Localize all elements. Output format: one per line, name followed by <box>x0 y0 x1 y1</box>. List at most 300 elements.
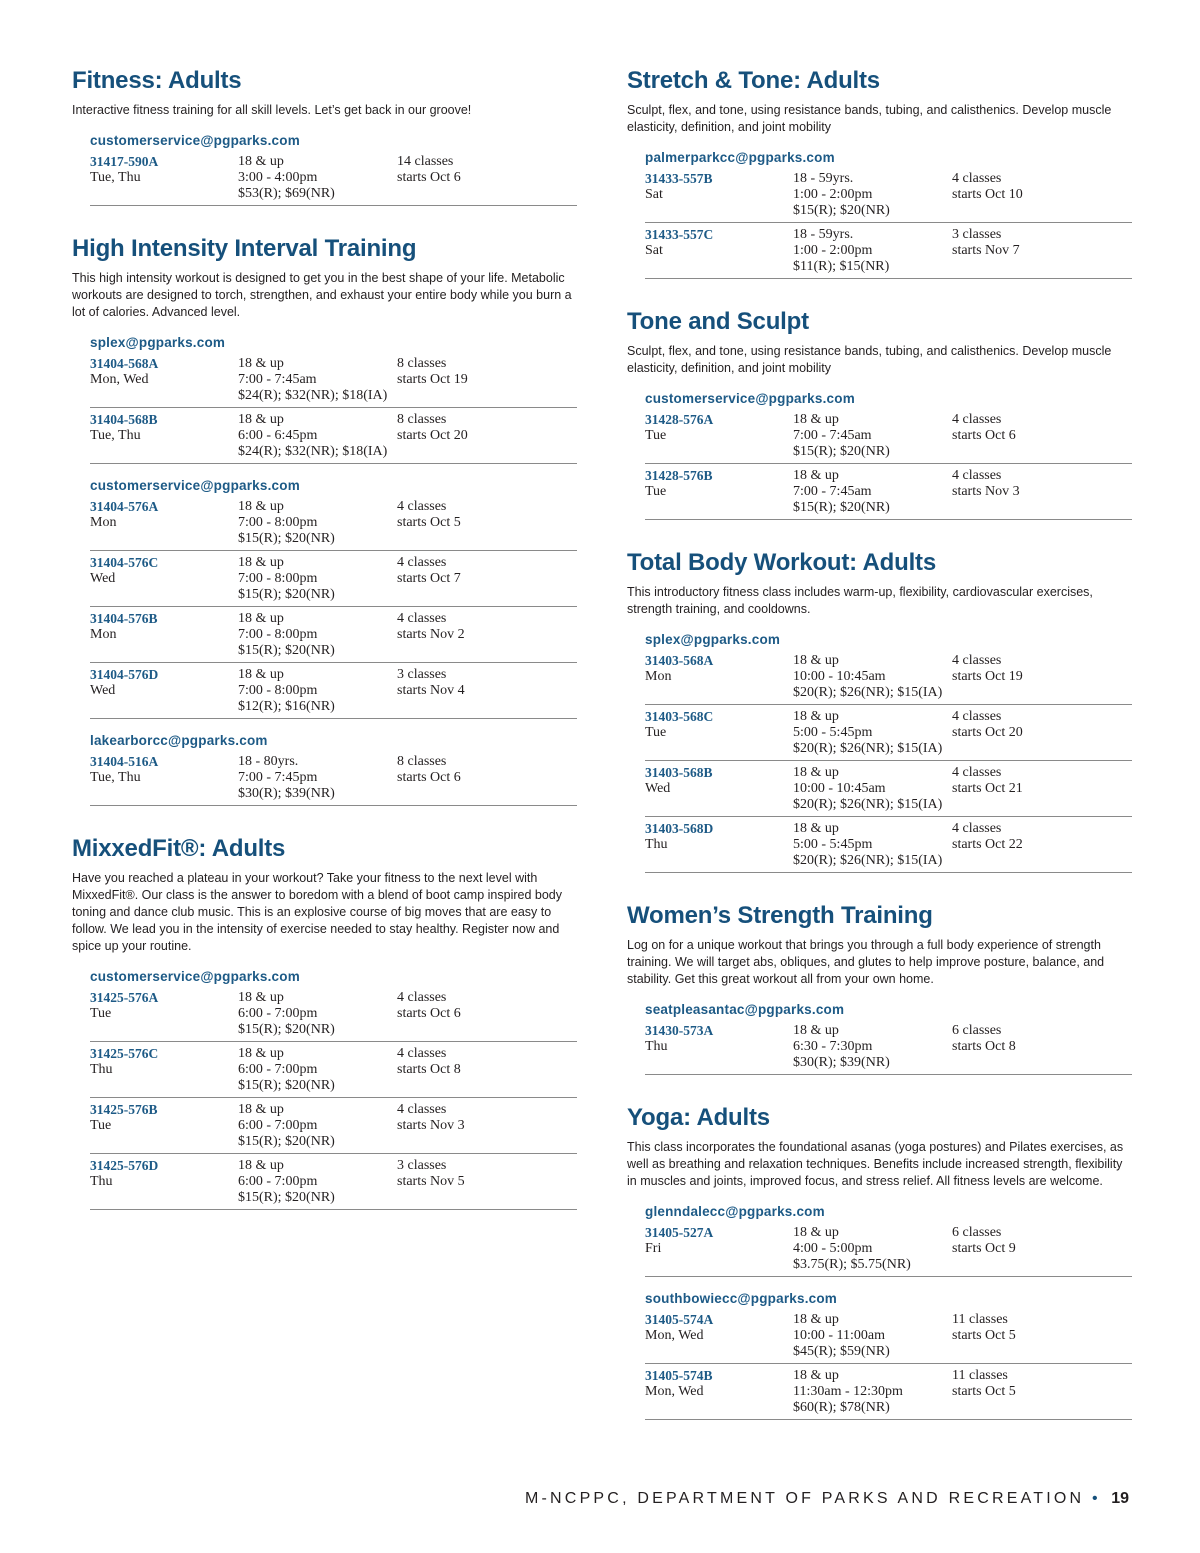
sessions-cell <box>397 154 577 202</box>
contact-email-link[interactable]: splex@pgparks.com <box>645 632 781 647</box>
class-time: 5:00 - 5:45pm <box>793 725 873 740</box>
activity-code: 31425-576B <box>90 1102 158 1117</box>
sessions-cell <box>952 412 1132 460</box>
class-fee: $20(R); $26(NR); $15(IA) <box>793 741 943 756</box>
age-range: 18 & up <box>793 1368 839 1383</box>
start-date: starts Nov 4 <box>397 683 465 698</box>
class-time: 1:00 - 2:00pm <box>793 243 873 258</box>
age-range: 18 & up <box>238 154 284 169</box>
left-column <box>72 66 577 1238</box>
class-days: Tue, Thu <box>90 170 141 185</box>
class-fee: $11(R); $15(NR) <box>793 259 890 274</box>
class-days: Tue <box>90 1006 112 1021</box>
sessions-cell <box>397 499 577 547</box>
age-range: 18 & up <box>793 1225 839 1240</box>
class-time: 7:00 - 7:45am <box>238 372 317 387</box>
age-time-fee-cell <box>238 412 397 460</box>
class-count: 8 classes <box>397 412 447 427</box>
section-title: Women’s Strength Training <box>627 902 933 929</box>
class-row <box>645 1366 1132 1420</box>
code-days-cell <box>645 653 793 701</box>
age-range: 18 & up <box>238 1046 284 1061</box>
sessions-cell <box>397 611 577 659</box>
class-row <box>90 152 577 206</box>
class-count: 4 classes <box>952 765 1002 780</box>
activity-code: 31405-527A <box>645 1225 714 1240</box>
contact-email-link[interactable]: splex@pgparks.com <box>90 335 226 350</box>
class-fee: $30(R); $39(NR) <box>793 1055 890 1070</box>
class-time: 4:00 - 5:00pm <box>793 1241 873 1256</box>
sessions-cell <box>397 1158 577 1206</box>
class-fee: $15(R); $20(NR) <box>238 1078 335 1093</box>
start-date: starts Oct 20 <box>397 428 468 443</box>
class-fee: $24(R); $32(NR); $18(IA) <box>238 444 388 459</box>
class-section <box>627 66 1132 279</box>
class-time: 6:00 - 7:00pm <box>238 1006 318 1021</box>
activity-code: 31433-557B <box>645 171 713 186</box>
start-date: starts Oct 5 <box>952 1384 1016 1399</box>
class-row <box>90 1044 577 1098</box>
class-row <box>645 169 1132 223</box>
code-days-cell <box>645 765 793 813</box>
section-description: Sculpt, flex, and tone, using resistance bands, tubing, and calisthenics. Develop muscle elasticity, definition, and joint mobility <box>627 103 1112 134</box>
age-time-fee-cell <box>793 1312 952 1360</box>
class-time: 1:00 - 2:00pm <box>793 187 873 202</box>
code-days-cell <box>645 227 793 275</box>
class-days: Sat <box>645 243 663 258</box>
class-days: Wed <box>90 571 116 586</box>
code-days-cell <box>645 1312 793 1360</box>
class-days: Mon, Wed <box>645 1384 704 1399</box>
activity-code: 31417-590A <box>90 154 159 169</box>
start-date: starts Nov 3 <box>952 484 1020 499</box>
activity-code: 31404-576A <box>90 499 159 514</box>
sessions-cell <box>952 1312 1132 1360</box>
class-days: Sat <box>645 187 663 202</box>
class-count: 6 classes <box>952 1225 1002 1240</box>
code-days-cell <box>90 1158 238 1206</box>
class-days: Tue, Thu <box>90 770 141 785</box>
class-row <box>645 225 1132 279</box>
class-row <box>645 1021 1132 1075</box>
class-row <box>90 553 577 607</box>
class-section <box>627 901 1132 1075</box>
sessions-cell <box>397 754 577 802</box>
class-fee: $3.75(R); $5.75(NR) <box>793 1257 911 1272</box>
sessions-cell <box>397 990 577 1038</box>
code-days-cell <box>90 1046 238 1094</box>
contact-email-link[interactable]: southbowiecc@pgparks.com <box>645 1291 838 1306</box>
class-days: Thu <box>90 1174 113 1189</box>
class-time: 10:00 - 10:45am <box>793 669 886 684</box>
class-count: 4 classes <box>397 1046 447 1061</box>
age-range: 18 & up <box>238 667 284 682</box>
start-date: starts Oct 20 <box>952 725 1023 740</box>
class-section <box>627 548 1132 873</box>
age-time-fee-cell <box>793 765 952 813</box>
page-number: 19 <box>1111 1490 1129 1507</box>
age-range: 18 & up <box>238 611 284 626</box>
start-date: starts Oct 7 <box>397 571 461 586</box>
activity-code: 31404-516A <box>90 754 159 769</box>
section-title: MixxedFit®: Adults <box>72 835 286 862</box>
location-group <box>90 733 577 806</box>
code-days-cell <box>90 1102 238 1150</box>
age-time-fee-cell <box>793 468 952 516</box>
code-days-cell <box>90 499 238 547</box>
section-title: High Intensity Interval Training <box>72 235 417 262</box>
class-time: 7:00 - 7:45pm <box>238 770 318 785</box>
activity-code: 31404-576B <box>90 611 158 626</box>
section-description: This high intensity workout is designed to get you in the best shape of your life. Metabolic workouts are designed to torch, strengthen, and exhaust your entire body while you burn a lot of calories. Advanced level. <box>72 271 572 319</box>
start-date: starts Oct 8 <box>397 1062 461 1077</box>
class-time: 7:00 - 7:45am <box>793 428 872 443</box>
class-time: 7:00 - 8:00pm <box>238 571 318 586</box>
start-date: starts Oct 5 <box>397 515 461 530</box>
footer-bullet: • <box>1091 1490 1098 1507</box>
activity-code: 31425-576A <box>90 990 159 1005</box>
class-fee: $24(R); $32(NR); $18(IA) <box>238 388 388 403</box>
contact-email-link[interactable]: lakearborcc@pgparks.com <box>90 733 268 748</box>
age-range: 18 & up <box>793 1312 839 1327</box>
sessions-cell <box>952 1368 1132 1416</box>
class-count: 4 classes <box>952 709 1002 724</box>
class-count: 11 classes <box>952 1312 1008 1327</box>
location-group <box>90 478 577 719</box>
class-days: Thu <box>645 1039 668 1054</box>
age-time-fee-cell <box>238 555 397 603</box>
sessions-cell <box>952 1023 1132 1071</box>
class-time: 5:00 - 5:45pm <box>793 837 873 852</box>
start-date: starts Oct 10 <box>952 187 1023 202</box>
age-time-fee-cell <box>238 754 397 802</box>
class-section <box>72 834 577 1210</box>
class-time: 6:00 - 7:00pm <box>238 1174 318 1189</box>
class-fee: $15(R); $20(NR) <box>238 643 335 658</box>
class-days: Tue <box>645 725 667 740</box>
class-section <box>72 234 577 806</box>
class-row <box>90 988 577 1042</box>
sessions-cell <box>397 356 577 404</box>
age-time-fee-cell <box>793 821 952 869</box>
age-time-fee-cell <box>793 653 952 701</box>
class-count: 4 classes <box>397 611 447 626</box>
class-fee: $45(R); $59(NR) <box>793 1344 890 1359</box>
activity-code: 31428-576A <box>645 412 714 427</box>
sessions-cell <box>952 653 1132 701</box>
age-time-fee-cell <box>238 611 397 659</box>
right-column <box>627 66 1132 1448</box>
class-count: 4 classes <box>952 653 1002 668</box>
activity-code: 31430-573A <box>645 1023 714 1038</box>
age-time-fee-cell <box>793 227 952 275</box>
class-fee: $15(R); $20(NR) <box>238 587 335 602</box>
class-fee: $15(R); $20(NR) <box>238 1134 335 1149</box>
class-count: 4 classes <box>952 412 1002 427</box>
class-count: 3 classes <box>397 1158 447 1173</box>
code-days-cell <box>90 412 238 460</box>
start-date: starts Nov 5 <box>397 1174 465 1189</box>
activity-code: 31425-576C <box>90 1046 159 1061</box>
code-days-cell <box>90 754 238 802</box>
class-fee: $15(R); $20(NR) <box>793 500 890 515</box>
footer-org: M-NCPPC, DEPARTMENT OF PARKS AND RECREATION <box>525 1490 1085 1507</box>
class-days: Wed <box>645 781 671 796</box>
code-days-cell <box>90 611 238 659</box>
location-group <box>645 1291 1132 1420</box>
code-days-cell <box>645 1225 793 1273</box>
code-days-cell <box>90 990 238 1038</box>
class-row <box>645 410 1132 464</box>
class-section <box>72 66 577 206</box>
class-count: 4 classes <box>952 468 1002 483</box>
sessions-cell <box>397 667 577 715</box>
sessions-cell <box>952 468 1132 516</box>
activity-code: 31404-576C <box>90 555 159 570</box>
contact-email-link[interactable]: glenndalecc@pgparks.com <box>645 1204 825 1219</box>
code-days-cell <box>90 356 238 404</box>
class-row <box>645 1310 1132 1364</box>
location-group <box>90 335 577 464</box>
class-row <box>645 651 1132 705</box>
start-date: starts Oct 19 <box>952 669 1023 684</box>
activity-code: 31404-568A <box>90 356 159 371</box>
start-date: starts Oct 22 <box>952 837 1023 852</box>
age-time-fee-cell <box>238 990 397 1038</box>
class-time: 10:00 - 11:00am <box>793 1328 886 1343</box>
start-date: starts Oct 6 <box>397 770 461 785</box>
class-fee: $20(R); $26(NR); $15(IA) <box>793 853 943 868</box>
class-count: 3 classes <box>952 227 1002 242</box>
age-range: 18 & up <box>793 821 839 836</box>
section-title: Stretch & Tone: Adults <box>627 67 880 94</box>
class-row <box>90 354 577 408</box>
age-range: 18 & up <box>793 765 839 780</box>
class-fee: $15(R); $20(NR) <box>238 531 335 546</box>
class-count: 4 classes <box>397 499 447 514</box>
location-group <box>645 1002 1132 1075</box>
contact-email-link[interactable]: customerservice@pgparks.com <box>90 969 300 984</box>
age-time-fee-cell <box>793 171 952 219</box>
age-time-fee-cell <box>238 499 397 547</box>
class-row <box>90 497 577 551</box>
age-time-fee-cell <box>238 356 397 404</box>
age-time-fee-cell <box>238 1046 397 1094</box>
code-days-cell <box>645 821 793 869</box>
code-days-cell <box>90 555 238 603</box>
class-days: Tue, Thu <box>90 428 141 443</box>
sessions-cell <box>952 765 1132 813</box>
age-range: 18 & up <box>238 1158 284 1173</box>
class-days: Fri <box>645 1241 662 1256</box>
page-footer <box>525 1490 1129 1508</box>
age-range: 18 & up <box>238 990 284 1005</box>
start-date: starts Nov 7 <box>952 243 1020 258</box>
sessions-cell <box>952 821 1132 869</box>
age-range: 18 - 59yrs. <box>793 227 854 242</box>
location-group <box>90 133 577 206</box>
section-description: Sculpt, flex, and tone, using resistance bands, tubing, and calisthenics. Develop muscle elasticity, definition, and joint mobility <box>627 344 1112 375</box>
class-count: 4 classes <box>397 555 447 570</box>
class-fee: $15(R); $20(NR) <box>238 1190 335 1205</box>
age-range: 18 & up <box>793 709 839 724</box>
sessions-cell <box>952 171 1132 219</box>
age-time-fee-cell <box>238 667 397 715</box>
age-range: 18 & up <box>793 412 839 427</box>
contact-email-link[interactable]: seatpleasantac@pgparks.com <box>645 1002 845 1017</box>
class-row <box>90 609 577 663</box>
class-count: 3 classes <box>397 667 447 682</box>
class-time: 7:00 - 8:00pm <box>238 515 318 530</box>
class-time: 7:00 - 7:45am <box>793 484 872 499</box>
age-time-fee-cell <box>793 1023 952 1071</box>
class-days: Thu <box>90 1062 113 1077</box>
sessions-cell <box>397 412 577 460</box>
activity-code: 31405-574B <box>645 1368 713 1383</box>
location-group <box>90 969 577 1210</box>
activity-code: 31403-568A <box>645 653 714 668</box>
class-count: 8 classes <box>397 356 447 371</box>
class-time: 6:00 - 7:00pm <box>238 1118 318 1133</box>
start-date: starts Oct 6 <box>397 1006 461 1021</box>
age-time-fee-cell <box>238 1158 397 1206</box>
start-date: starts Oct 6 <box>397 170 461 185</box>
class-time: 6:00 - 7:00pm <box>238 1062 318 1077</box>
section-description: Have you reached a plateau in your workout? Take your fitness to the next level with MixxedFit®. Our class is the answer to boredom with a blend of boot camp inspired body toning and dance club music. This is an explosive course of big moves that are easy to follow. We lead you in the intensity of exercise needed to stay healthy. Register now and spice up your routine. <box>72 871 562 953</box>
class-row <box>645 763 1132 817</box>
section-description: This introductory fitness class includes warm-up, flexibility, cardiovascular exercises, strength training, and cooldowns. <box>627 585 1093 616</box>
section-title: Tone and Sculpt <box>627 308 809 335</box>
location-group <box>645 1204 1132 1277</box>
class-row <box>90 665 577 719</box>
class-row <box>645 1223 1132 1277</box>
class-count: 11 classes <box>952 1368 1008 1383</box>
activity-code: 31428-576B <box>645 468 713 483</box>
class-days: Mon <box>645 669 672 684</box>
activity-code: 31403-568C <box>645 709 714 724</box>
start-date: starts Oct 9 <box>952 1241 1016 1256</box>
age-range: 18 & up <box>793 468 839 483</box>
class-count: 4 classes <box>397 1102 447 1117</box>
contact-email-link[interactable]: customerservice@pgparks.com <box>90 478 300 493</box>
location-group <box>645 632 1132 873</box>
activity-code: 31403-568D <box>645 821 714 836</box>
class-fee: $12(R); $16(NR) <box>238 699 335 714</box>
age-range: 18 & up <box>238 1102 284 1117</box>
section-description: This class incorporates the foundational asanas (yoga postures) and Pilates exercises, as well as breathing and relaxation techniques. Benefits include increased strength, flexibility in muscles and joints, improved focus, and stress relief. All fitness levels are welcome. <box>627 1140 1124 1188</box>
contact-email-link[interactable]: palmerparkcc@pgparks.com <box>645 150 835 165</box>
age-range: 18 & up <box>238 555 284 570</box>
class-days: Mon, Wed <box>645 1328 704 1343</box>
activity-code: 31404-576D <box>90 667 159 682</box>
age-range: 18 & up <box>238 412 284 427</box>
class-days: Tue <box>645 484 667 499</box>
class-fee: $15(R); $20(NR) <box>793 444 890 459</box>
class-days: Tue <box>645 428 667 443</box>
location-group <box>645 150 1132 279</box>
class-time: 3:00 - 4:00pm <box>238 170 318 185</box>
class-section <box>627 307 1132 520</box>
contact-email-link[interactable]: customerservice@pgparks.com <box>90 133 300 148</box>
code-days-cell <box>645 468 793 516</box>
location-group <box>645 391 1132 520</box>
section-title: Fitness: Adults <box>72 67 242 94</box>
start-date: starts Oct 21 <box>952 781 1023 796</box>
class-count: 4 classes <box>952 171 1002 186</box>
class-time: 11:30am - 12:30pm <box>793 1384 903 1399</box>
section-title: Yoga: Adults <box>627 1104 770 1131</box>
activity-code: 31425-576D <box>90 1158 159 1173</box>
activity-code: 31433-557C <box>645 227 714 242</box>
contact-email-link[interactable]: customerservice@pgparks.com <box>645 391 855 406</box>
class-fee: $20(R); $26(NR); $15(IA) <box>793 797 943 812</box>
class-count: 4 classes <box>952 821 1002 836</box>
class-days: Mon, Wed <box>90 372 149 387</box>
class-fee: $30(R); $39(NR) <box>238 786 335 801</box>
code-days-cell <box>645 1368 793 1416</box>
class-fee: $53(R); $69(NR) <box>238 186 335 201</box>
class-fee: $20(R); $26(NR); $15(IA) <box>793 685 943 700</box>
age-range: 18 & up <box>238 356 284 371</box>
class-fee: $15(R); $20(NR) <box>238 1022 335 1037</box>
code-days-cell <box>645 412 793 460</box>
class-days: Thu <box>645 837 668 852</box>
start-date: starts Oct 5 <box>952 1328 1016 1343</box>
code-days-cell <box>645 1023 793 1071</box>
section-description: Interactive fitness training for all skill levels. Let’s get back in our groove! <box>72 103 472 117</box>
sessions-cell <box>397 1102 577 1150</box>
start-date: starts Nov 2 <box>397 627 465 642</box>
class-time: 10:00 - 10:45am <box>793 781 886 796</box>
age-time-fee-cell <box>793 1368 952 1416</box>
start-date: starts Oct 19 <box>397 372 468 387</box>
start-date: starts Oct 8 <box>952 1039 1016 1054</box>
class-row <box>90 1100 577 1154</box>
class-days: Mon <box>90 515 117 530</box>
class-section <box>627 1103 1132 1420</box>
class-days: Tue <box>90 1118 112 1133</box>
class-row <box>90 752 577 806</box>
code-days-cell <box>645 709 793 757</box>
start-date: starts Oct 6 <box>952 428 1016 443</box>
activity-code: 31405-574A <box>645 1312 714 1327</box>
class-row <box>90 1156 577 1210</box>
sessions-cell <box>952 227 1132 275</box>
class-count: 6 classes <box>952 1023 1002 1038</box>
sessions-cell <box>952 709 1132 757</box>
class-days: Wed <box>90 683 116 698</box>
section-description: Log on for a unique workout that brings you through a full body experience of strength training. We will target abs, obliques, and glutes to help improve posture, balance, and stability. Get this great workout all from your own home. <box>627 938 1105 986</box>
age-time-fee-cell <box>793 1225 952 1273</box>
age-time-fee-cell <box>793 709 952 757</box>
code-days-cell <box>90 667 238 715</box>
age-range: 18 - 59yrs. <box>793 171 854 186</box>
age-time-fee-cell <box>793 412 952 460</box>
class-days: Mon <box>90 627 117 642</box>
sessions-cell <box>952 1225 1132 1273</box>
class-row <box>645 466 1132 520</box>
activity-code: 31404-568B <box>90 412 158 427</box>
class-fee: $60(R); $78(NR) <box>793 1400 890 1415</box>
class-time: 7:00 - 8:00pm <box>238 627 318 642</box>
code-days-cell <box>90 154 238 202</box>
age-time-fee-cell <box>238 154 397 202</box>
class-time: 6:30 - 7:30pm <box>793 1039 873 1054</box>
sessions-cell <box>397 555 577 603</box>
class-count: 8 classes <box>397 754 447 769</box>
activity-code: 31403-568B <box>645 765 713 780</box>
class-count: 14 classes <box>397 154 454 169</box>
